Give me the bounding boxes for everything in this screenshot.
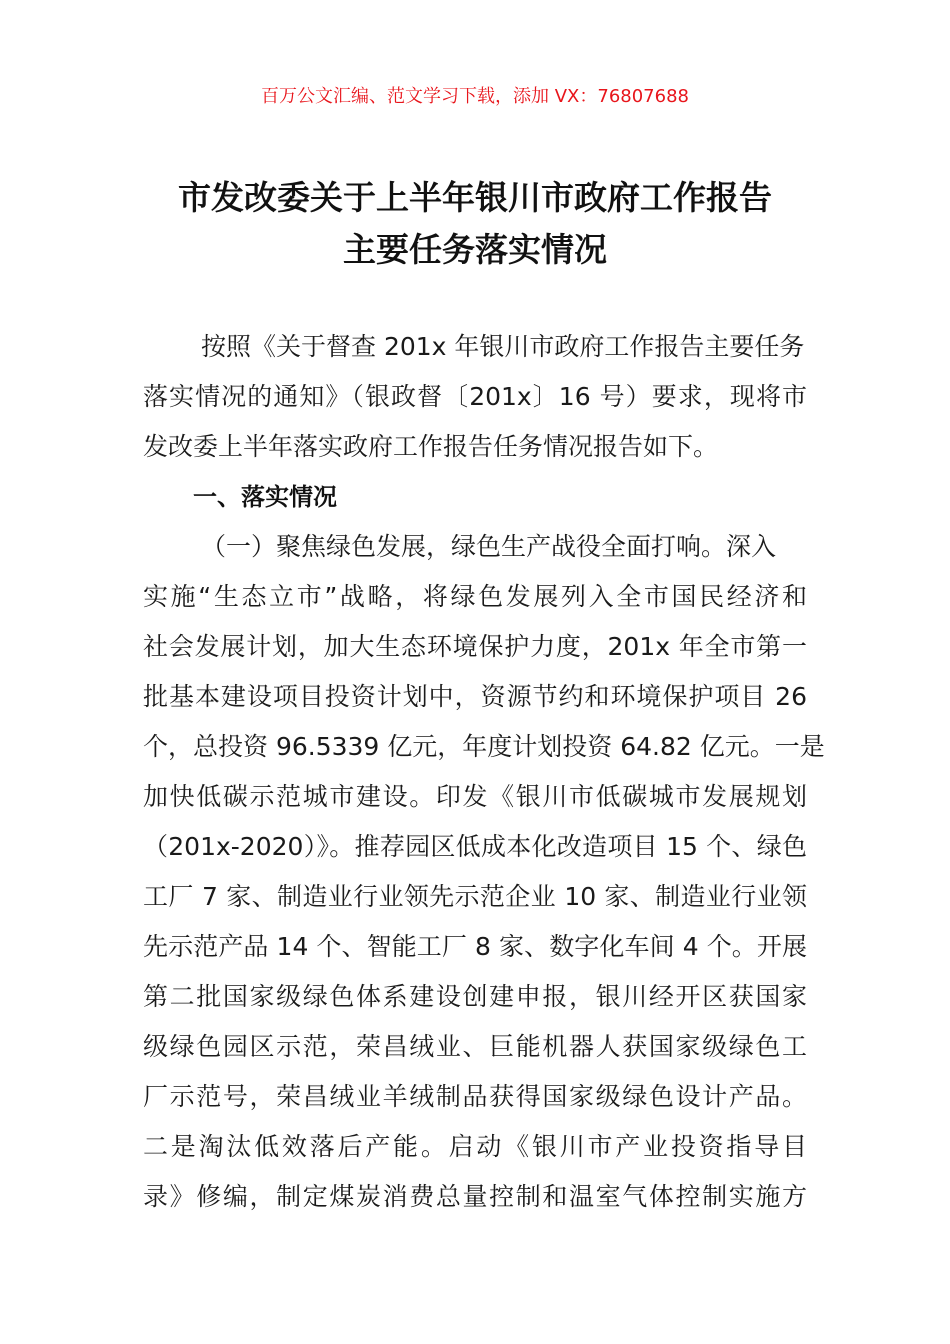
paragraph-line: 加快低碳示范城市建设。印发《银川市低碳城市发展规划 xyxy=(143,782,807,811)
paragraph-line: 实施“生态立市”战略，将绿色发展列入全市国民经济和 xyxy=(143,582,807,611)
paragraph-line: 级绿色园区示范，荣昌绒业、巨能机器人获国家级绿色工 xyxy=(143,1032,807,1061)
paragraph-line: 工厂 7 家、制造业行业领先示范企业 10 家、制造业行业领 xyxy=(143,882,807,911)
paragraph-line: 厂示范号，荣昌绒业羊绒制品获得国家级绿色设计产品。 xyxy=(143,1082,807,1111)
paragraph-line: （一）聚焦绿色发展，绿色生产战役全面打响。深入 xyxy=(201,532,777,561)
title-line-1: 市发改委关于上半年银川市政府工作报告 xyxy=(178,178,772,217)
title-line-2: 主要任务落实情况 xyxy=(343,230,607,269)
section-heading: 一、落实情况 xyxy=(193,483,337,511)
document-title xyxy=(60,172,890,276)
paragraph-line: 二是淘汰低效落后产能。启动《银川市产业投资指导目 xyxy=(143,1132,807,1161)
intro-line: 落实情况的通知》（银政督〔201x〕16 号）要求，现将市 xyxy=(143,382,807,411)
paragraph-line: 第二批国家级绿色体系建设创建申报，银川经开区获国家 xyxy=(143,982,807,1011)
paragraph-line: 批基本建设项目投资计划中，资源节约和环境保护项目 26 xyxy=(143,682,807,711)
paragraph-line: 先示范产品 14 个、智能工厂 8 家、数字化车间 4 个。开展 xyxy=(143,932,807,961)
paragraph-line: 个，总投资 96.5339 亿元，年度计划投资 64.82 亿元。一是 xyxy=(143,732,825,761)
paragraph-line: 社会发展计划，加大生态环境保护力度，201x 年全市第一 xyxy=(143,632,807,661)
intro-line: 按照《关于督查 201x 年银川市政府工作报告主要任务 xyxy=(201,332,805,361)
document-body xyxy=(143,322,825,1222)
paragraph-line: （201x-2020）》。推荐园区低成本化改造项目 15 个、绿色 xyxy=(143,832,807,861)
paragraph-line: 录》修编，制定煤炭消费总量控制和温室气体控制实施方 xyxy=(143,1182,807,1211)
watermark-text: 百万公文汇编、范文学习下载，添加 VX：76807688 xyxy=(261,86,689,107)
intro-line: 发改委上半年落实政府工作报告任务情况报告如下。 xyxy=(143,432,719,461)
